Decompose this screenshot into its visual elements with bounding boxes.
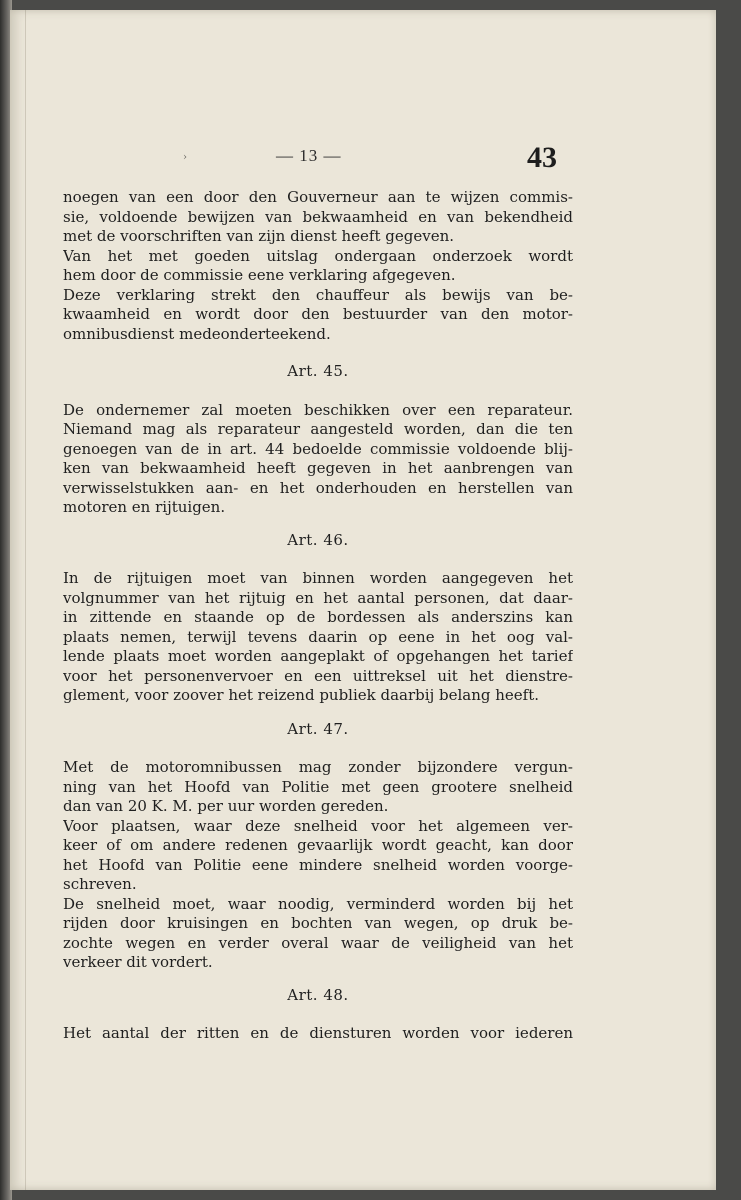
paragraph-3 <box>63 286 573 345</box>
text-line: kwaamheid en wordt door den bestuurder van den motor- <box>63 305 573 323</box>
text-line: verwisselstukken aan- en het onderhouden en herstellen van <box>63 478 573 497</box>
text-line: schreven. <box>63 875 137 893</box>
text-line: rijden door kruisingen en bochten van wegen, op druk be- <box>63 914 573 932</box>
header-mark: › <box>183 152 187 163</box>
text-line: Het aantal der ritten en de diensturen worden voor iederen <box>63 1024 573 1042</box>
text-line: lende plaats moet worden aangeplakt of opgehangen het tarief <box>63 647 573 665</box>
article-45-text <box>63 401 573 518</box>
text-line: omnibusdienst medeonderteekend. <box>63 324 331 343</box>
article-48-text <box>63 1024 573 1044</box>
page-folio: 43 <box>527 141 557 174</box>
text-line: sie, voldoende bewijzen van bekwaamheid en van bekendheid <box>63 207 573 226</box>
article-heading-46: Art. 46. <box>287 530 349 549</box>
article-46-text <box>63 569 573 706</box>
text-line: Voor plaatsen, waar deze snelheid voor het algemeen ver- <box>63 816 573 835</box>
text-line: genoegen van de in art. 44 bedoelde commissie voldoende blij- <box>63 439 573 458</box>
text-line: motoren en rijtuigen. <box>63 498 226 516</box>
page-number-original: — 13 — <box>276 146 342 165</box>
text-line: Deze verklaring strekt den chauffeur als bewijs van be- <box>63 285 573 304</box>
text-line: noegen van een door den Gouverneur aan te wijzen commis- <box>63 188 573 206</box>
text-line: verkeer dit vordert. <box>63 953 213 971</box>
text-line: In de rijtuigen moet van binnen worden aangegeven het <box>63 569 573 587</box>
text-line: plaats nemen, terwijl tevens daarin op eene in het oog val- <box>63 627 573 646</box>
article-heading-47: Art. 47. <box>287 719 349 738</box>
text-line: voor het personenvervoer en een uittreksel uit het dienstre- <box>63 666 573 685</box>
document-body <box>63 188 573 1044</box>
paragraph-2 <box>63 247 573 286</box>
text-line: keer of om andere redenen gevaarlijk wordt geacht, kan door <box>63 836 573 854</box>
article-heading-48: Art. 48. <box>287 985 349 1004</box>
paragraph-1 <box>63 188 573 247</box>
text-line: hem door de commissie eene verklaring afgegeven. <box>63 266 456 284</box>
text-line: in zittende en staande op de bordessen als anderszins kan <box>63 608 573 626</box>
text-line: het Hoofd van Politie eene mindere snelheid worden voorge- <box>63 855 573 874</box>
article-heading-45: Art. 45. <box>287 362 349 380</box>
text-line: Van het met goeden uitslag ondergaan onderzoek wordt <box>63 246 573 265</box>
page-fold-line <box>25 10 26 1190</box>
text-line: De snelheid moet, waar noodig, verminderd worden bij het <box>63 894 573 913</box>
text-line: De ondernemer zal moeten beschikken over een reparateur. <box>63 400 573 419</box>
text-line: dan van 20 K. M. per uur worden gereden. <box>63 797 389 815</box>
text-line: ning van het Hoofd van Politie met geen grootere snelheid <box>63 777 573 796</box>
text-line: Niemand mag als reparateur aangesteld worden, dan die ten <box>63 420 573 438</box>
text-line: met de voorschriften van zijn dienst heeft gegeven. <box>63 227 455 245</box>
article-47-text <box>63 758 573 973</box>
text-line: ken van bekwaamheid heeft gegeven in het aanbrengen van <box>63 459 573 477</box>
text-line: Met de motoromnibussen mag zonder bijzondere vergun- <box>63 758 573 776</box>
text-line: volgnummer van het rijtuig en het aantal personen, dat daar- <box>63 588 573 607</box>
text-line: glement, voor zoover het reizend publiek daarbij belang heeft. <box>63 686 540 704</box>
text-line: zochte wegen en verder overal waar de veiligheid van het <box>63 933 573 952</box>
